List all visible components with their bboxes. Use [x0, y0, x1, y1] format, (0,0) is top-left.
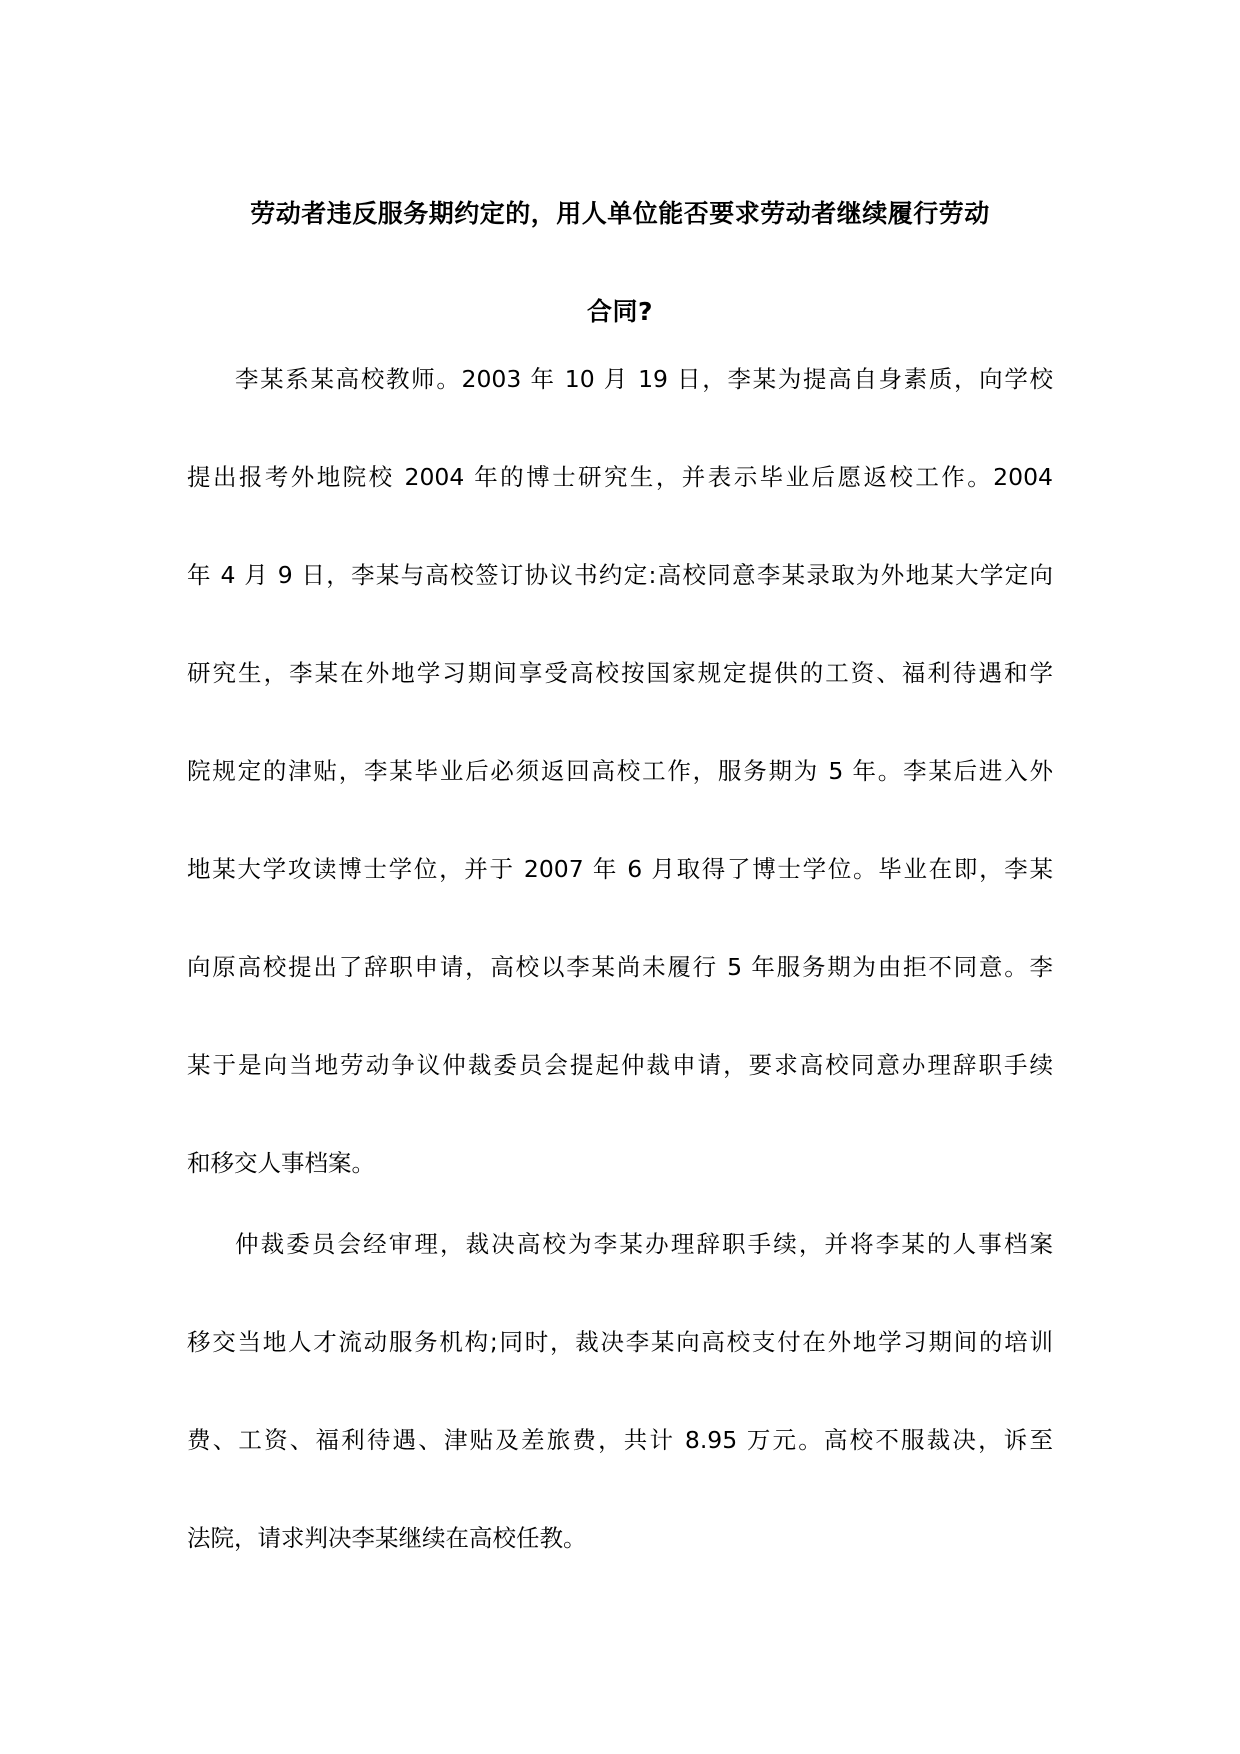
paragraph-line: 费、工资、福利待遇、津贴及差旅费，共计 8.95 万元。高校不服裁决，诉至 — [187, 1426, 1053, 1454]
paragraph-line: 某于是向当地劳动争议仲裁委员会提起仲裁申请，要求高校同意办理辞职手续 — [187, 1051, 1053, 1079]
paragraph-line: 移交当地人才流动服务机构;同时，裁决李某向高校支付在外地学习期间的培训 — [187, 1328, 1053, 1356]
paragraph-line: 研究生，李某在外地学习期间享受高校按国家规定提供的工资、福利待遇和学 — [187, 659, 1053, 687]
paragraph-line: 法院，请求判决李某继续在高校任教。 — [187, 1524, 587, 1552]
paragraph-line: 向原高校提出了辞职申请，高校以李某尚未履行 5 年服务期为由拒不同意。李 — [187, 953, 1053, 981]
paragraph-line: 和移交人事档案。 — [187, 1149, 375, 1177]
paragraph-arbitration-result — [187, 1195, 1053, 1587]
paragraph-case-facts — [187, 330, 1053, 1212]
title-line: 合同? — [586, 297, 653, 326]
paragraph-line: 提出报考外地院校 2004 年的博士研究生，并表示毕业后愿返校工作。2004 — [187, 463, 1053, 491]
title-line: 劳动者违反服务期约定的，用人单位能否要求劳动者继续履行劳动 — [250, 199, 990, 228]
paragraph-line: 地某大学攻读博士学位，并于 2007 年 6 月取得了博士学位。毕业在即，李某 — [187, 855, 1053, 883]
paragraph-line: 李某系某高校教师。2003 年 10 月 19 日，李某为提高自身素质，向学校 — [235, 365, 1053, 393]
paragraph-line: 年 4 月 9 日，李某与高校签订协议书约定:高校同意李某录取为外地某大学定向 — [187, 561, 1053, 589]
paragraph-line: 仲裁委员会经审理，裁决高校为李某办理辞职手续，并将李某的人事档案 — [235, 1230, 1053, 1258]
paragraph-line: 院规定的津贴，李某毕业后必须返回高校工作，服务期为 5 年。李某后进入外 — [187, 757, 1053, 785]
